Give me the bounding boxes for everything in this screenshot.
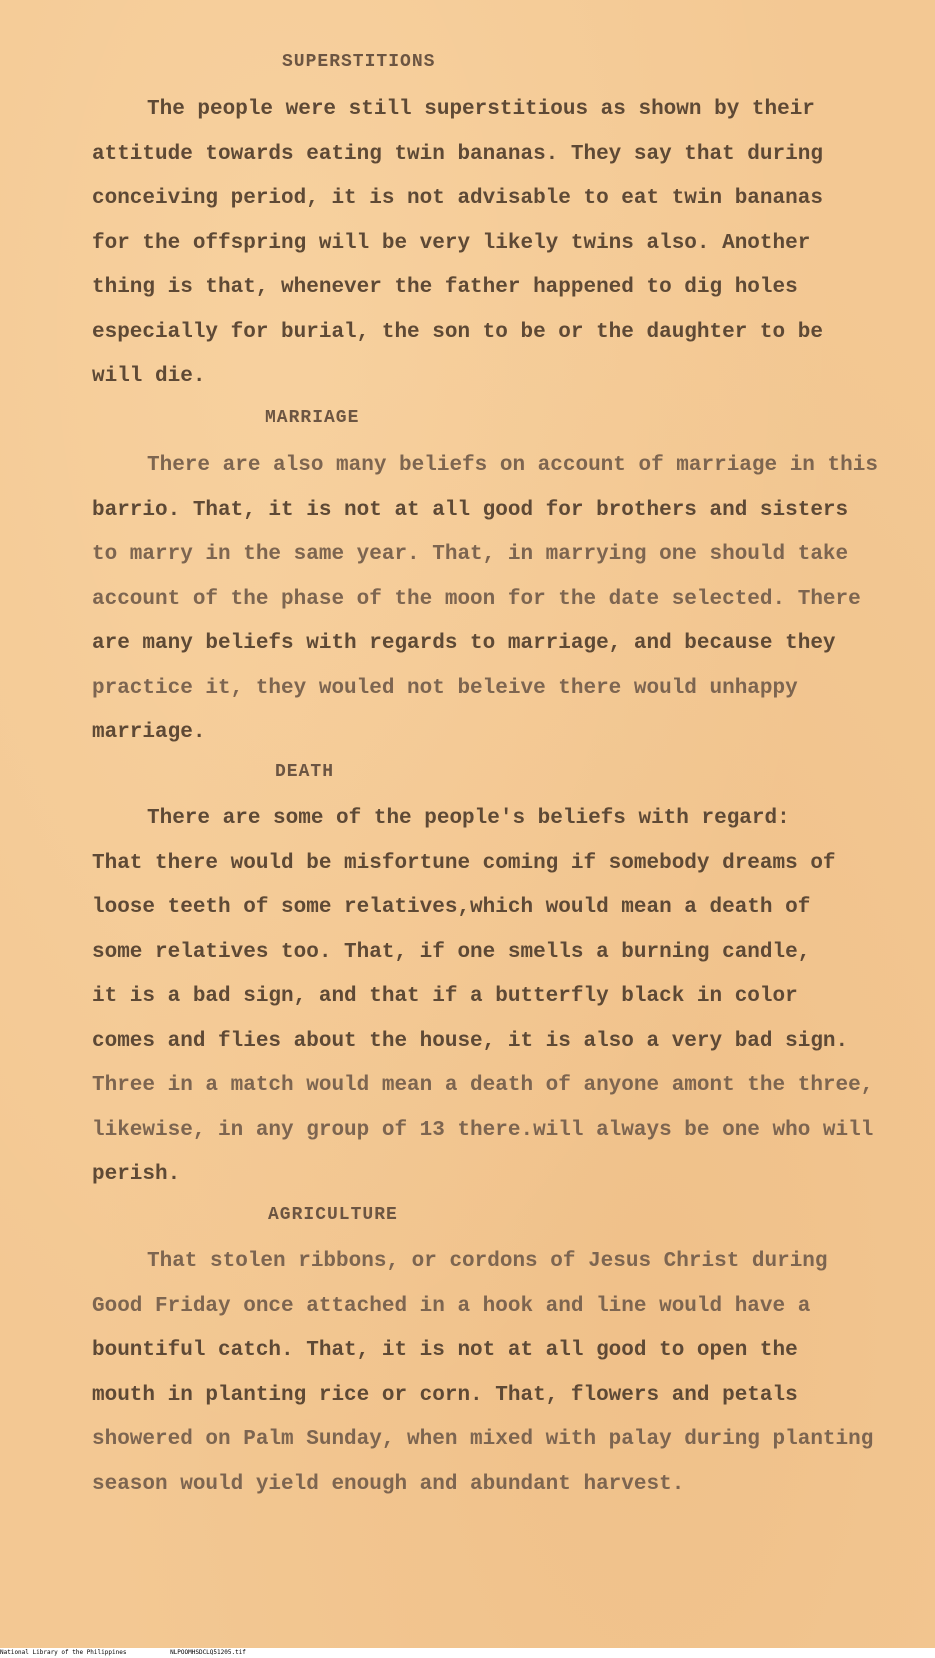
text-line: loose teeth of some relatives,which would mean a death of [92, 896, 811, 919]
text-line: conceiving period, it is not advisable to eat twin bananas [92, 187, 823, 210]
text-line: perish. [92, 1163, 181, 1186]
text-line: There are some of the people's beliefs with regard: [147, 807, 790, 830]
text-line: bountiful catch. That, it is not at all good to open the [92, 1339, 798, 1362]
footer-filename: NLPOOMHSDCLQ51205.tif [170, 1649, 246, 1656]
scan-footer [0, 1648, 935, 1658]
text-line: Three in a match would mean a death of anyone amont the three, [92, 1074, 874, 1097]
text-line: it is a bad sign, and that if a butterfly black in color [92, 985, 798, 1008]
heading-superstitions: SUPERSTITIONS [282, 52, 436, 72]
text-line: showered on Palm Sunday, when mixed with palay during planting [92, 1428, 874, 1451]
text-line: The people were still superstitious as shown by their [147, 98, 815, 121]
text-line: likewise, in any group of 13 there.will always be one who will [92, 1118, 874, 1142]
text-line: for the offspring will be very likely twins also. Another [92, 231, 811, 255]
text-line: especially for burial, the son to be or the daughter to be [92, 320, 823, 344]
paragraph-marriage [92, 444, 922, 756]
text-line: to marry in the same year. That, in marrying one should take [92, 543, 849, 566]
paragraph-agriculture [92, 1240, 922, 1507]
text-line: are many beliefs with regards to marriage, and because they [92, 632, 836, 655]
paragraph-death [92, 797, 922, 1198]
text-line: There are also many beliefs on account of marriage in this [147, 454, 878, 477]
heading-agriculture: AGRICULTURE [268, 1205, 398, 1225]
text-line: That there would be misfortune coming if somebody dreams of [92, 851, 836, 875]
text-line: thing is that, whenever the father happened to dig holes [92, 276, 798, 299]
text-line: Good Friday once attached in a hook and line would have a [92, 1294, 811, 1318]
text-line: That stolen ribbons, or cordons of Jesus Christ during [147, 1250, 828, 1273]
footer-library: National Library of the Philippines [0, 1649, 127, 1656]
text-line: barrio. That, it is not at all good for brothers and sisters [92, 498, 849, 522]
text-line: mouth in planting rice or corn. That, flowers and petals [92, 1383, 798, 1407]
text-line: some relatives too. That, if one smells a burning candle, [92, 940, 811, 964]
text-line: practice it, they wouled not beleive there would unhappy [92, 676, 798, 700]
paragraph-superstitions [92, 88, 922, 400]
text-line: attitude towards eating twin bananas. They say that during [92, 142, 823, 166]
heading-marriage: MARRIAGE [265, 408, 360, 428]
text-line: marriage. [92, 721, 206, 744]
text-line: season would yield enough and abundant harvest. [92, 1472, 685, 1496]
heading-death: DEATH [275, 762, 335, 782]
text-line: account of the phase of the moon for the date selected. There [92, 587, 861, 611]
text-line: will die. [92, 365, 206, 388]
text-line: comes and flies about the house, it is also a very bad sign. [92, 1029, 849, 1053]
